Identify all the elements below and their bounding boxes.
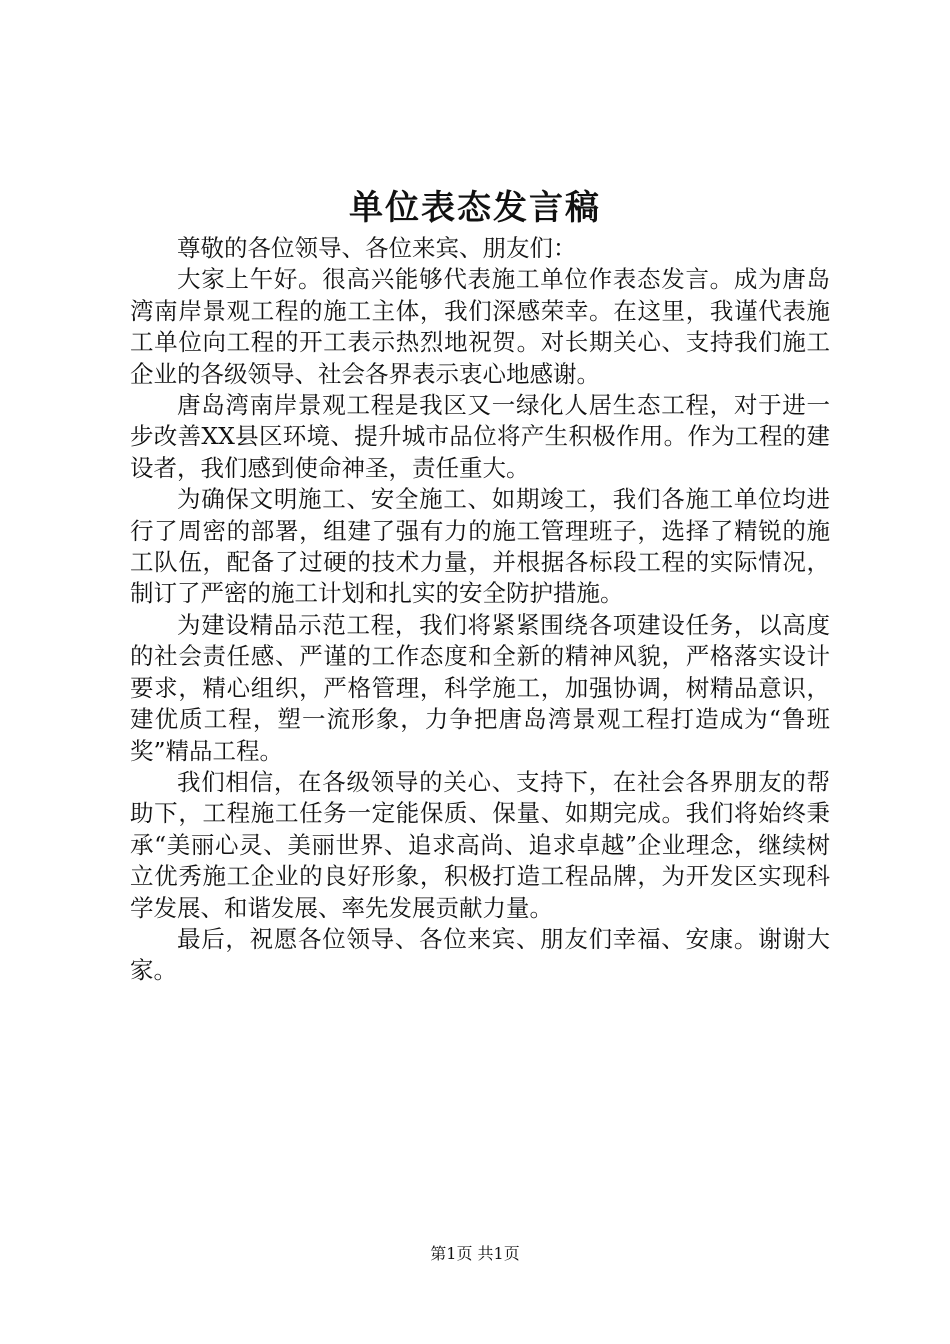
salutation-paragraph: 尊敬的各位领导、各位来宾、朋友们： <box>177 234 577 262</box>
document-body <box>130 233 830 987</box>
body-paragraph: 为确保文明施工、安全施工、如期竣工，我们各施工单位均进行了周密的部署，组建了强有力的施工管理班子，选择了精锐的施工队伍，配备了过硬的技术力量，并根据各标段工程的实际情况，制订了严密的施工计划和扎实的安全防护措施。 <box>130 485 830 608</box>
body-paragraph: 唐岛湾南岸景观工程是我区又一绿化人居生态工程，对于进一步改善XX县区环境、提升城市品位将产生积极作用。作为工程的建设者，我们感到使命神圣，责任重大。 <box>130 391 830 482</box>
closing-paragraph: 最后，祝愿各位领导、各位来宾、朋友们幸福、安康。谢谢大家。 <box>130 924 830 985</box>
body-paragraph: 为建设精品示范工程，我们将紧紧围绕各项建设任务，以高度的社会责任感、严谨的工作态度和全新的精神风貌，严格落实设计要求，精心组织，严格管理，科学施工，加强协调，树精品意识，建优质工程，塑一流形象，力争把唐岛湾景观工程打造成为“鲁班奖”精品工程。 <box>130 610 830 765</box>
body-paragraph: 大家上午好。很高兴能够代表施工单位作表态发言。成为唐岛湾南岸景观工程的施工主体，我们深感荣幸。在这里，我谨代表施工单位向工程的开工表示热烈地祝贺。对长期关心、支持我们施工企业的各级领导、社会各界表示衷心地感谢。 <box>130 265 830 388</box>
document-title: 单位表态发言稿 <box>349 188 601 228</box>
page-number-footer: 第1页 共1页 <box>430 1244 520 1263</box>
body-paragraph: 我们相信，在各级领导的关心、支持下，在社会各界朋友的帮助下，工程施工任务一定能保质、保量、如期完成。我们将始终秉承“美丽心灵、美丽世界、追求高尚、追求卓越”企业理念，继续树立优秀施工企业的良好形象，积极打造工程品牌，为开发区实现科学发展、和谐发展、率先发展贡献力量。 <box>130 767 830 922</box>
